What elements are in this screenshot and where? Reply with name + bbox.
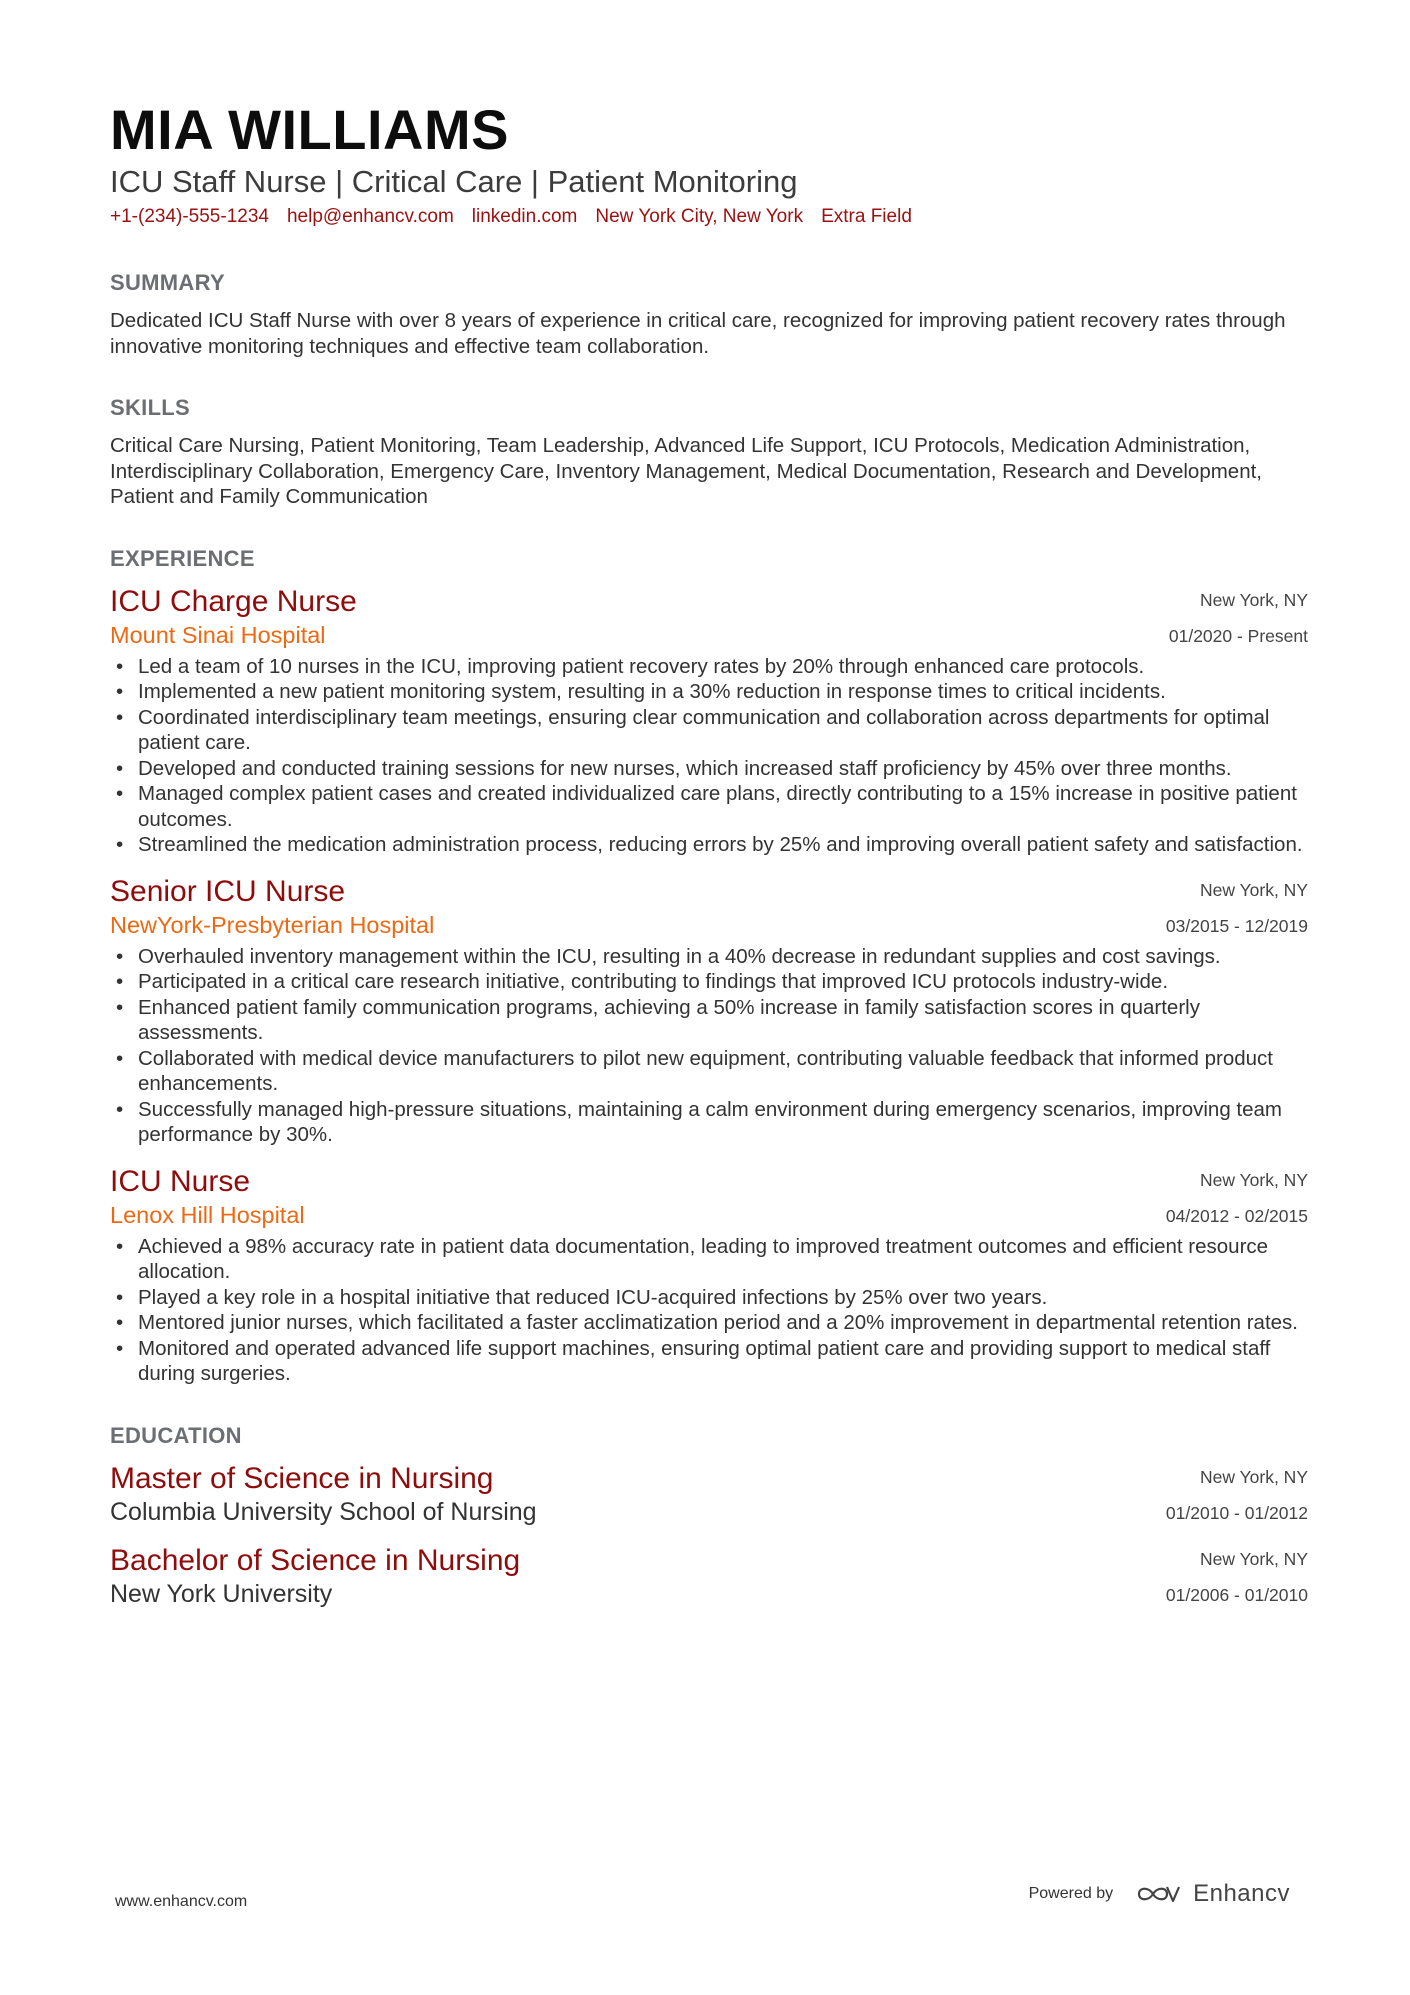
degree-title: Bachelor of Science in Nursing [110, 1543, 521, 1577]
extra-field: Extra Field [821, 206, 912, 227]
degree-title: Master of Science in Nursing [110, 1461, 494, 1495]
bullet-item: • Participated in a critical care research initiative, contributing to findings that improved ICU protocols industry-wide. [110, 969, 1308, 995]
summary-section [110, 268, 1308, 359]
job-title: ICU Charge Nurse [110, 584, 357, 618]
experience-section [110, 544, 1308, 1387]
education-entry [110, 1461, 1308, 1527]
bullet-item: • Led a team of 10 nurses in the ICU, improving patient recovery rates by 20% through enhanced care protocols. [110, 654, 1308, 680]
job-title: Senior ICU Nurse [110, 874, 346, 908]
bullet-item: • Enhanced patient family communication programs, achieving a 50% increase in family satisfaction scores in quarterly assessments. [110, 995, 1308, 1046]
job-location: New York, NY [1200, 589, 1308, 610]
bullet-item: • Monitored and operated advanced life support machines, ensuring optimal patient care and providing support to medical staff during surgeries. [110, 1336, 1308, 1387]
school-location: New York, NY [1200, 1548, 1308, 1569]
experience-heading: EXPERIENCE [110, 545, 255, 571]
bullet-item: • Collaborated with medical device manufacturers to pilot new equipment, contributing valuable feedback that informed product enhancements. [110, 1046, 1308, 1097]
skills-text: Critical Care Nursing, Patient Monitoring, Team Leadership, Advanced Life Support, ICU Protocols, Medication Administration, Interdisciplinary Collaboration, Emergency Care, Inventory Management, Medical Documentation, Research and Development, Patient and Family Communication [110, 434, 1262, 508]
bullet-item: • Coordinated interdisciplinary team meetings, ensuring clear communication and collaboration across departments for optimal patient care. [110, 705, 1308, 756]
job-bullets [110, 944, 1308, 1148]
resume-content [110, 98, 1308, 1609]
footer-website-link[interactable]: www.enhancv.com [115, 1893, 248, 1910]
education-section [110, 1421, 1308, 1609]
school-location: New York, NY [1200, 1466, 1308, 1487]
employer-name: Mount Sinai Hospital [110, 621, 326, 648]
bullet-item: • Managed complex patient cases and created individualized care plans, directly contributing to a 15% increase in positive patient outcomes. [110, 781, 1308, 832]
job-dates: 03/2015 - 12/2019 [1165, 915, 1308, 936]
education-dates: 01/2006 - 01/2010 [1165, 1584, 1308, 1605]
job-location: New York, NY [1200, 879, 1308, 900]
school-name: Columbia University School of Nursing [110, 1497, 537, 1526]
job-location: New York, NY [1200, 1169, 1308, 1190]
location-text: New York City, New York [595, 206, 804, 227]
job-dates: 04/2012 - 02/2015 [1165, 1205, 1308, 1226]
employer-name: NewYork-Presbyterian Hospital [110, 911, 435, 938]
bullet-item: • Streamlined the medication administration process, reducing errors by 25% and improving overall patient safety and satisfaction. [110, 832, 1308, 858]
experience-entry [110, 584, 1308, 858]
summary-text: Dedicated ICU Staff Nurse with over 8 years of experience in critical care, recognized for improving patient recovery rates through innovative monitoring techniques and effective team collaboration. [110, 309, 1286, 358]
footer-branding [1029, 1880, 1290, 1908]
linkedin-link[interactable]: linkedin.com [471, 206, 578, 227]
job-dates: 01/2020 - Present [1168, 625, 1308, 646]
bullet-item: • Successfully managed high-pressure situations, maintaining a calm environment during emergency scenarios, improving team performance by 30%. [110, 1097, 1308, 1148]
skills-heading: SKILLS [110, 395, 191, 420]
education-entry [110, 1543, 1308, 1609]
contact-row [110, 204, 1308, 230]
enhancv-logo-icon [1137, 1883, 1181, 1905]
bullet-item: • Played a key role in a hospital initiative that reduced ICU-acquired infections by 25% over two years. [110, 1285, 1308, 1311]
skills-section [110, 393, 1308, 510]
education-heading: EDUCATION [110, 1422, 242, 1448]
powered-by-label: Powered by [1028, 1885, 1114, 1902]
experience-entry [110, 1164, 1308, 1387]
job-title: ICU Nurse [110, 1164, 251, 1198]
bullet-item: • Mentored junior nurses, which facilitated a faster acclimatization period and a 20% improvement in departmental retention rates. [110, 1310, 1308, 1336]
job-bullets [110, 654, 1308, 858]
bullet-item: • Developed and conducted training sessions for new nurses, which increased staff proficiency by 45% over three months. [110, 756, 1308, 782]
email-link[interactable]: help@enhancv.com [286, 206, 454, 227]
candidate-title: ICU Staff Nurse | Critical Care | Patient Monitoring [110, 164, 798, 199]
candidate-name: MIA WILLIAMS [110, 98, 509, 161]
bullet-item: • Achieved a 98% accuracy rate in patient data documentation, leading to improved treatment outcomes and efficient resource allocation. [110, 1234, 1308, 1285]
school-name: New York University [110, 1579, 333, 1608]
education-dates: 01/2010 - 01/2012 [1165, 1502, 1308, 1523]
enhancv-logo[interactable] [1137, 1880, 1290, 1908]
employer-name: Lenox Hill Hospital [110, 1201, 305, 1228]
job-bullets [110, 1234, 1308, 1387]
brand-name: Enhancv [1193, 1880, 1290, 1907]
summary-heading: SUMMARY [110, 270, 225, 295]
experience-entry [110, 874, 1308, 1148]
bullet-item: • Overhauled inventory management within the ICU, resulting in a 40% decrease in redundant supplies and cost savings. [110, 944, 1308, 970]
bullet-item: • Implemented a new patient monitoring system, resulting in a 30% reduction in response times to critical incidents. [110, 679, 1308, 705]
phone-link[interactable]: +1-(234)-555-1234 [110, 206, 269, 227]
